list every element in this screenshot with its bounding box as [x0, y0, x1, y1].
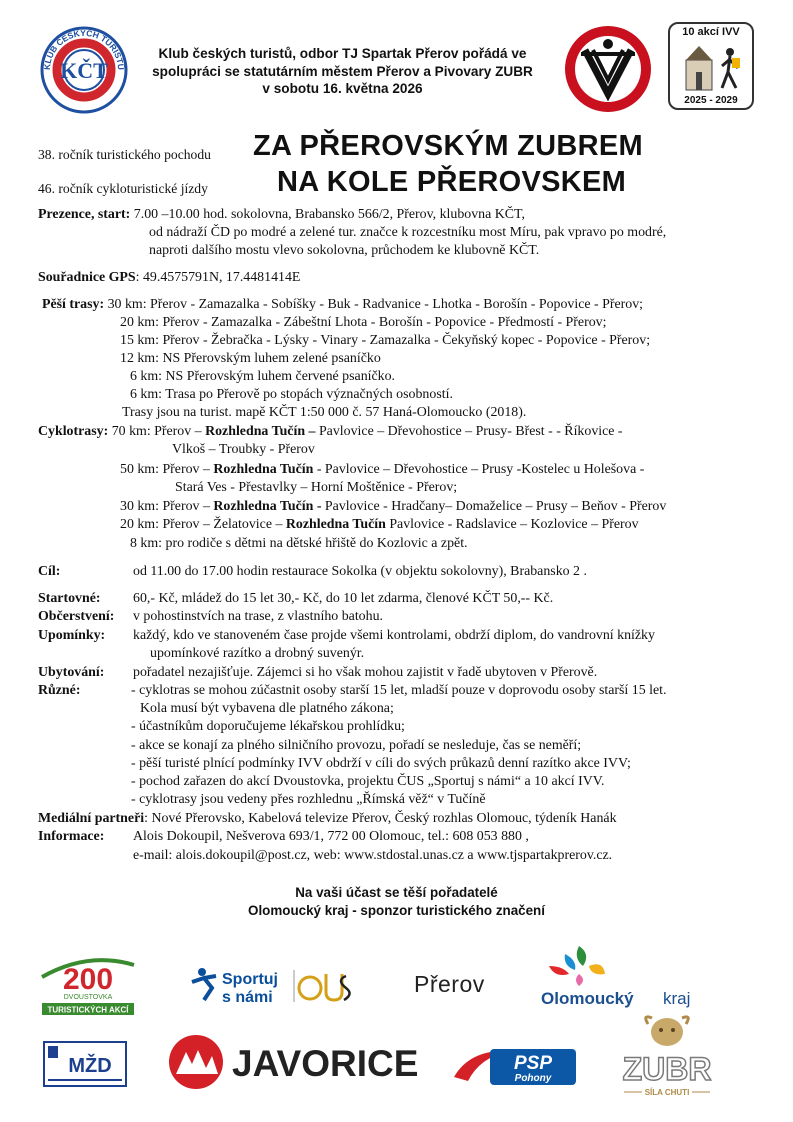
walk-route-6-red: 6 km: NS Přerovským luhem červené psaníčko.: [130, 369, 396, 384]
misc-item-3: - akce se konají za plného silničního provozu, pořadí se nesleduje, čas se neměří;: [131, 738, 582, 753]
walk-edition: 38. ročník turistického pochodu: [38, 147, 211, 162]
zubr-brewery-logo: [612, 1012, 722, 1104]
bike-route-20-tucin: Rozhledna Tučín: [285, 517, 386, 532]
bike-route-30: [120, 498, 666, 516]
food-value: v pohostinstvích na trase, z vlastního batohu.: [133, 609, 383, 624]
gift-value-1: každý, kdo ve stanoveném čase projde všemi kontrolami, obdrží diplom, do vandrovní knížky: [133, 628, 655, 643]
misc-item-4: - pěší turisté plnící podmínky IVV obdrží v cíli do svých průkazů denní razítko akce IVV;: [131, 756, 631, 771]
olomoucky-kraj-logo: [533, 944, 703, 1008]
psp-pohony-logo: [450, 1043, 580, 1089]
finish-label: Cíl:: [38, 564, 61, 579]
kraj-text: kraj: [663, 989, 691, 1008]
bike-route-50-a: 50 km: Přerov –: [120, 462, 214, 477]
misc-item-1-cont: Kola musí být vybavena dle platného zákona;: [140, 701, 394, 716]
misc-label: Různé:: [38, 683, 81, 698]
dvoustovka-number: 200: [62, 963, 114, 996]
bike-route-20-a: 20 km: Přerov – Želatovice –: [120, 517, 286, 532]
walk-route-30-text: 30 km: Přerov - Zamazalka - Sobíšky - Buk - Radvanice - Lhotka - Borošín - Popovice - Přerov;: [104, 297, 644, 312]
ivv-10-events-badge: [668, 22, 754, 110]
javorice-text: JAVORICE: [232, 1043, 419, 1084]
gps-label: Souřadnice GPS: [38, 270, 136, 285]
presence-row: [38, 206, 525, 224]
bike-route-30-tucin: Rozhledna Tučín -: [213, 499, 322, 514]
misc-item-6: - cyklotrasy jsou vedeny přes rozhlednu „Římská věž“ v Tučíně: [131, 792, 486, 807]
bike-route-30-a: 30 km: Přerov –: [120, 499, 214, 514]
media-row: [38, 810, 617, 828]
walk-map-note: Trasy jsou na turist. mapě KČT 1:50 000 č. 57 Haná-Olomoucko (2018).: [122, 405, 527, 420]
bike-route-50-c: - Pavlovice – Dřevohostice – Prusy -Kostelec u Holešova -: [313, 462, 645, 477]
fee-value: 60,- Kč, mládež do 15 let 30,- Kč, do 10 let zdarma, členové KČT 50,-- Kč.: [133, 591, 554, 606]
sportuj-text-1: Sportuj: [222, 971, 278, 988]
misc-item-5: - pochod zařazen do akcí Dvoustovka, projektu ČUS „Sportuj s námi“ a 10 akcí IVV.: [131, 774, 605, 789]
walk-title: ZA PŘEROVSKÝM ZUBREM: [253, 130, 643, 162]
bike-route-70-c: Pavlovice – Dřevohostice – Prusy- Břest - - Říkovice -: [315, 424, 623, 439]
olomoucky-text: Olomoucký: [541, 989, 634, 1008]
bike-route-30-c: Pavlovice - Hradčany– Domaželice – Prusy – Beňov - Přerov: [321, 499, 667, 514]
bikes-label: Cyklotrasy:: [38, 424, 109, 439]
walk-route-6-town: 6 km: Trasa po Přerově po stopách význačných osobností.: [130, 387, 453, 402]
contact-label: Informace:: [38, 829, 105, 844]
zubr-tagline: SÍLA CHUTI: [644, 1088, 690, 1097]
sportuj-text-2: s námi: [222, 989, 273, 1006]
stay-value: pořadatel nezajišťuje. Zájemci si ho však mohou zajistit v řadě ubytoven v Přerově.: [133, 665, 598, 680]
bike-edition: 46. ročník cykloturistické jízdy: [38, 181, 208, 196]
badge-years: 2025 - 2029: [684, 95, 738, 106]
mzd-text: MŽD: [68, 1055, 112, 1077]
header-text: [130, 45, 555, 98]
bike-title: NA KOLE PŘEROVSKEM: [277, 166, 627, 198]
pohony-text: Pohony: [514, 1073, 552, 1084]
gps-row: [38, 269, 300, 287]
presence-line-1: 7.00 –10.00 hod. sokolovna, Brabansko 566/2, Přerov, klubovna KČT,: [130, 207, 525, 222]
javorice-logo: [168, 1034, 420, 1090]
food-label: Občerstvení:: [38, 609, 115, 624]
church-and-hiker-icon: [678, 42, 748, 92]
bike-route-70-tucin: Rozhledna Tučín –: [205, 424, 316, 439]
mzd-logo: [42, 1040, 128, 1088]
contact-line-1: Alois Dokoupil, Nešverova 693/1, 772 00 Olomouc, tel.: 608 053 880 ,: [133, 829, 529, 844]
gps-value: : 49.4575791N, 17.4481414E: [135, 270, 301, 285]
footer-sponsor: Olomoucký kraj - sponzor turistického značení: [248, 903, 545, 918]
stay-label: Ubytování:: [38, 665, 105, 680]
header-line-2: spolupráci se statutárním městem Přerov a Pivovary ZUBR: [152, 63, 533, 79]
bike-route-50-tucin: Rozhledna Tučín: [213, 462, 314, 477]
walk-route-20: 20 km: Přerov - Zamazalka - Zábeštní Lhota - Borošín - Popovice - Předmostí - Přerov;: [120, 315, 607, 330]
footer-thanks: Na vaši účast se těší pořadatelé: [295, 885, 498, 900]
presence-line-3: naproti dalšího mostu vlevo sokolovna, průchodem ke klubovně KČT.: [149, 243, 540, 258]
walk-route-15: 15 km: Přerov - Žebračka - Lýsky - Vinary - Zamazalka - Čekyňský kopec - Popovice - Přerov;: [120, 333, 651, 348]
dvoustovka-bottom: TURISTICKÝCH AKCÍ: [47, 1005, 129, 1015]
dvoustovka-sub: DVOUSTOVKA: [63, 994, 113, 1001]
sportuj-s-nami-logo: [186, 960, 356, 1010]
walk-route-30: [42, 296, 643, 314]
bike-route-70-cont: Vlkoš – Troubky - Přerov: [172, 442, 315, 457]
finish-value: od 11.00 do 17.00 hodin restaurace Sokolka (v objektu sokolovny), Brabansko 2 .: [133, 564, 587, 579]
bike-route-20-c: Pavlovice - Radslavice – Kozlovice – Přerov: [385, 517, 639, 532]
walk-route-12: 12 km: NS Přerovským luhem zelené psaníčko: [120, 351, 381, 366]
misc-item-1: - cyklotras se mohou zúčastnit osoby starší 15 let, mladší pouze v doprovodu osoby starší 15 let.: [131, 683, 667, 698]
media-label: Mediální partneři: [38, 811, 145, 826]
badge-title: 10 akcí IVV: [682, 26, 740, 38]
header-line-3: v sobotu 16. května 2026: [262, 81, 423, 96]
bike-route-50-cont: Stará Ves - Přestavlky – Horní Moštěnice - Přerov;: [175, 480, 458, 495]
media-value: : Nové Přerovsko, Kabelová televize Přerov, Český rozhlas Olomouc, týdeník Hanák: [144, 811, 617, 826]
prerov-city-logo: [414, 966, 504, 1002]
presence-line-2: od nádraží ČD po modré a zelené tur. značce k rozcestníku most Míru, pak vpravo po modré,: [149, 225, 667, 240]
dvoustovka-logo: [38, 955, 138, 1017]
bike-route-8: 8 km: pro rodiče s dětmi na dětské hřiště do Kozlovic a zpět.: [130, 536, 468, 551]
walks-label: Pěší trasy:: [42, 297, 105, 312]
svg-text:KČT: KČT: [60, 58, 108, 83]
ivv-logo: [563, 24, 653, 114]
bike-route-70-a: 70 km: Přerov –: [108, 424, 206, 439]
misc-item-2: - účastníkům doporučujeme lékařskou prohlídku;: [131, 719, 405, 734]
gift-value-2: upomínkové razítko a drobný suvenýr.: [150, 646, 365, 661]
kct-logo-text: KLUB ČESKÝCH TURISTŮ: [41, 27, 127, 71]
header-line-1: Klub českých turistů, odbor TJ Spartak Přerov pořádá ve: [158, 46, 527, 61]
contact-line-2: e-mail: alois.dokoupil@post.cz, web: www.stdostal.unas.cz a www.tjspartakprerov.cz.: [133, 848, 613, 863]
fee-label: Startovné:: [38, 591, 101, 606]
zubr-text: ZUBR: [622, 1051, 712, 1087]
psp-text: PSP: [513, 1053, 553, 1074]
bike-route-50: [120, 461, 644, 479]
bike-route-20: [120, 516, 639, 534]
presence-label: Prezence, start:: [38, 207, 131, 222]
bike-route-70: [38, 423, 623, 441]
gift-label: Upomínky:: [38, 628, 106, 643]
kct-club-logo: [40, 26, 128, 114]
prerov-text: Přerov: [414, 971, 485, 997]
